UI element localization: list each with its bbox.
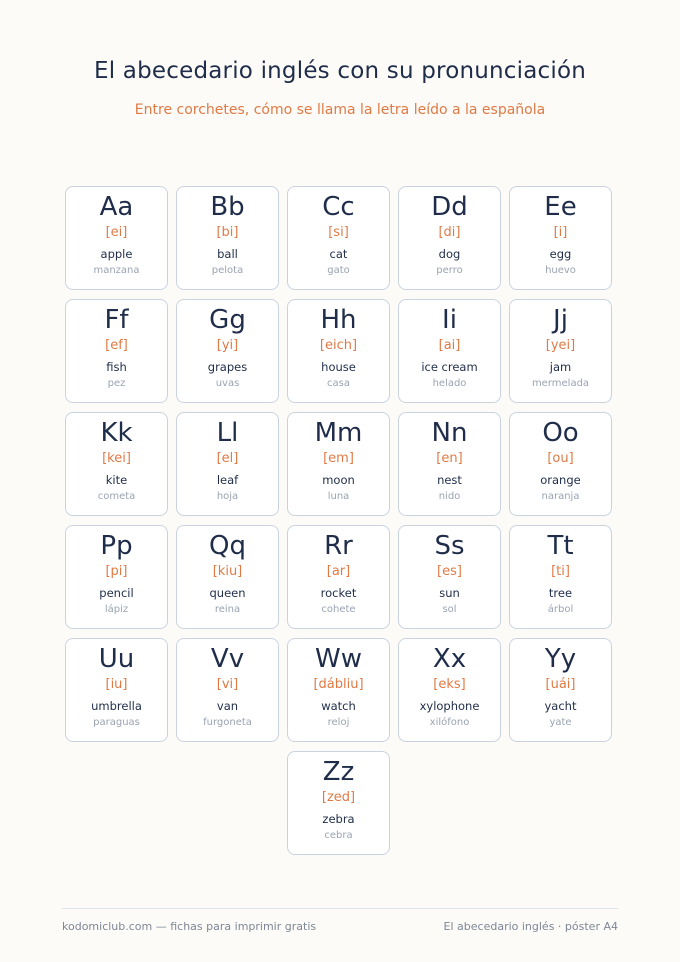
letter-glyph: Ee: [544, 192, 577, 222]
letter-card: [287, 751, 390, 855]
example-word: apple: [100, 247, 133, 261]
pronunciation-label: [kei]: [102, 451, 131, 466]
example-word: kite: [105, 473, 128, 487]
spanish-translation: gato: [327, 265, 350, 276]
spanish-translation: manzana: [93, 265, 140, 276]
pronunciation-label: [es]: [437, 564, 462, 579]
spanish-translation: paraguas: [93, 717, 140, 728]
letter-glyph: Ww: [315, 644, 362, 674]
pronunciation-label: [dábliu]: [313, 677, 364, 692]
example-word: van: [216, 699, 239, 713]
spanish-translation: reloj: [327, 717, 350, 728]
pronunciation-label: [pi]: [105, 564, 128, 579]
pronunciation-label: [en]: [436, 451, 463, 466]
pronunciation-label: [eich]: [319, 338, 358, 353]
spanish-translation: mermelada: [531, 378, 590, 389]
spanish-translation: perro: [436, 265, 463, 276]
example-word: orange: [540, 473, 581, 487]
spanish-translation: cebra: [324, 830, 353, 841]
example-word: queen: [209, 586, 246, 600]
spanish-translation: casa: [327, 378, 350, 389]
spanish-translation: hoja: [216, 491, 239, 502]
letter-glyph: Kk: [100, 418, 133, 448]
example-word: yacht: [544, 699, 577, 713]
letter-card: [287, 412, 390, 516]
pronunciation-label: [ti]: [551, 564, 570, 579]
example-word: leaf: [216, 473, 239, 487]
example-word: grapes: [207, 360, 248, 374]
spanish-translation: huevo: [545, 265, 576, 276]
example-word: xylophone: [419, 699, 480, 713]
pronunciation-label: [uái]: [545, 677, 576, 692]
spanish-translation: cohete: [321, 604, 356, 615]
example-word: fish: [106, 360, 127, 374]
pronunciation-label: [eks]: [433, 677, 466, 692]
pronunciation-label: [ai]: [438, 338, 461, 353]
pronunciation-label: [em]: [323, 451, 354, 466]
footer-divider: [62, 908, 618, 909]
spanish-translation: cometa: [97, 491, 136, 502]
example-word: umbrella: [91, 699, 142, 713]
spanish-translation: helado: [432, 378, 467, 389]
pronunciation-label: [bi]: [216, 225, 239, 240]
spanish-translation: sol: [442, 604, 457, 615]
example-word: house: [321, 360, 356, 374]
letter-glyph: Vv: [210, 644, 245, 674]
letter-card: [509, 412, 612, 516]
letter-glyph: Cc: [322, 192, 355, 222]
letter-card: [287, 638, 390, 742]
pronunciation-label: [zed]: [321, 790, 356, 805]
example-word: nest: [437, 473, 462, 487]
spanish-translation: xilófono: [429, 717, 470, 728]
letter-glyph: Gg: [209, 305, 246, 335]
letter-card: [65, 525, 168, 629]
letter-glyph: Oo: [542, 418, 579, 448]
letter-card: [287, 299, 390, 403]
example-word: ball: [217, 247, 238, 261]
letter-glyph: Uu: [98, 644, 135, 674]
example-word: moon: [322, 473, 355, 487]
letter-card: [176, 525, 279, 629]
pronunciation-label: [di]: [438, 225, 461, 240]
letter-glyph: Aa: [99, 192, 134, 222]
spanish-translation: lápiz: [104, 604, 129, 615]
letter-card: [509, 525, 612, 629]
spanish-translation: árbol: [547, 604, 574, 615]
letter-glyph: Bb: [210, 192, 245, 222]
spanish-translation: reina: [214, 604, 241, 615]
page-subtitle: Entre corchetes, cómo se llama la letra leído a la española: [134, 102, 546, 118]
letter-card: [65, 638, 168, 742]
letter-glyph: Mm: [314, 418, 363, 448]
example-word: ice cream: [421, 360, 478, 374]
page-title: El abecedario inglés con su pronunciación: [93, 58, 587, 84]
example-word: zebra: [322, 812, 355, 826]
spanish-translation: yate: [549, 717, 572, 728]
footer-site-text: kodomiclub.com — fichas para imprimir gratis: [62, 920, 317, 933]
example-word: sun: [439, 586, 460, 600]
spanish-translation: furgoneta: [203, 717, 252, 728]
letter-card: [65, 186, 168, 290]
example-word: tree: [548, 586, 573, 600]
letter-glyph: Qq: [209, 531, 246, 561]
letter-card: [176, 186, 279, 290]
pronunciation-label: [ou]: [547, 451, 574, 466]
letter-card: [176, 299, 279, 403]
letter-card: [398, 412, 501, 516]
pronunciation-label: [ei]: [105, 225, 128, 240]
letter-card: [287, 525, 390, 629]
pronunciation-label: [i]: [553, 225, 568, 240]
letter-card: [176, 412, 279, 516]
pronunciation-label: [si]: [328, 225, 349, 240]
pronunciation-label: [el]: [216, 451, 239, 466]
letter-glyph: Zz: [322, 757, 355, 787]
letter-glyph: Dd: [431, 192, 468, 222]
letter-card: [65, 412, 168, 516]
spanish-translation: luna: [327, 491, 350, 502]
spanish-translation: naranja: [541, 491, 580, 502]
example-word: jam: [549, 360, 572, 374]
letter-card: [509, 299, 612, 403]
letter-card: [509, 186, 612, 290]
spanish-translation: pez: [107, 378, 126, 389]
letter-glyph: Nn: [431, 418, 468, 448]
pronunciation-label: [iu]: [105, 677, 128, 692]
spanish-translation: uvas: [215, 378, 240, 389]
example-word: rocket: [320, 586, 357, 600]
letter-card: [398, 638, 501, 742]
letter-card: [509, 638, 612, 742]
letter-glyph: Ii: [442, 305, 457, 335]
letter-glyph: Jj: [553, 305, 568, 335]
example-word: cat: [329, 247, 348, 261]
letter-glyph: Ll: [216, 418, 239, 448]
pronunciation-label: [kiu]: [212, 564, 243, 579]
letter-card: [398, 299, 501, 403]
spanish-translation: nido: [438, 491, 461, 502]
pronunciation-label: [ef]: [105, 338, 128, 353]
example-word: pencil: [99, 586, 134, 600]
example-word: egg: [549, 247, 572, 261]
letter-glyph: Tt: [547, 531, 574, 561]
pronunciation-label: [yei]: [545, 338, 576, 353]
letter-card: [65, 299, 168, 403]
letter-glyph: Yy: [544, 644, 577, 674]
letter-glyph: Rr: [324, 531, 353, 561]
pronunciation-label: [ar]: [326, 564, 351, 579]
example-word: dog: [438, 247, 461, 261]
spanish-translation: pelota: [211, 265, 244, 276]
letter-glyph: Ss: [434, 531, 465, 561]
example-word: watch: [321, 699, 356, 713]
letter-card: [176, 638, 279, 742]
letter-glyph: Xx: [432, 644, 467, 674]
footer-poster-text: El abecedario inglés · póster A4: [443, 920, 618, 933]
pronunciation-label: [vi]: [216, 677, 239, 692]
letter-card: [398, 525, 501, 629]
letter-glyph: Pp: [100, 531, 133, 561]
letter-card: [398, 186, 501, 290]
letter-glyph: Hh: [320, 305, 357, 335]
pronunciation-label: [yi]: [216, 338, 239, 353]
letter-card: [287, 186, 390, 290]
letter-glyph: Ff: [104, 305, 129, 335]
